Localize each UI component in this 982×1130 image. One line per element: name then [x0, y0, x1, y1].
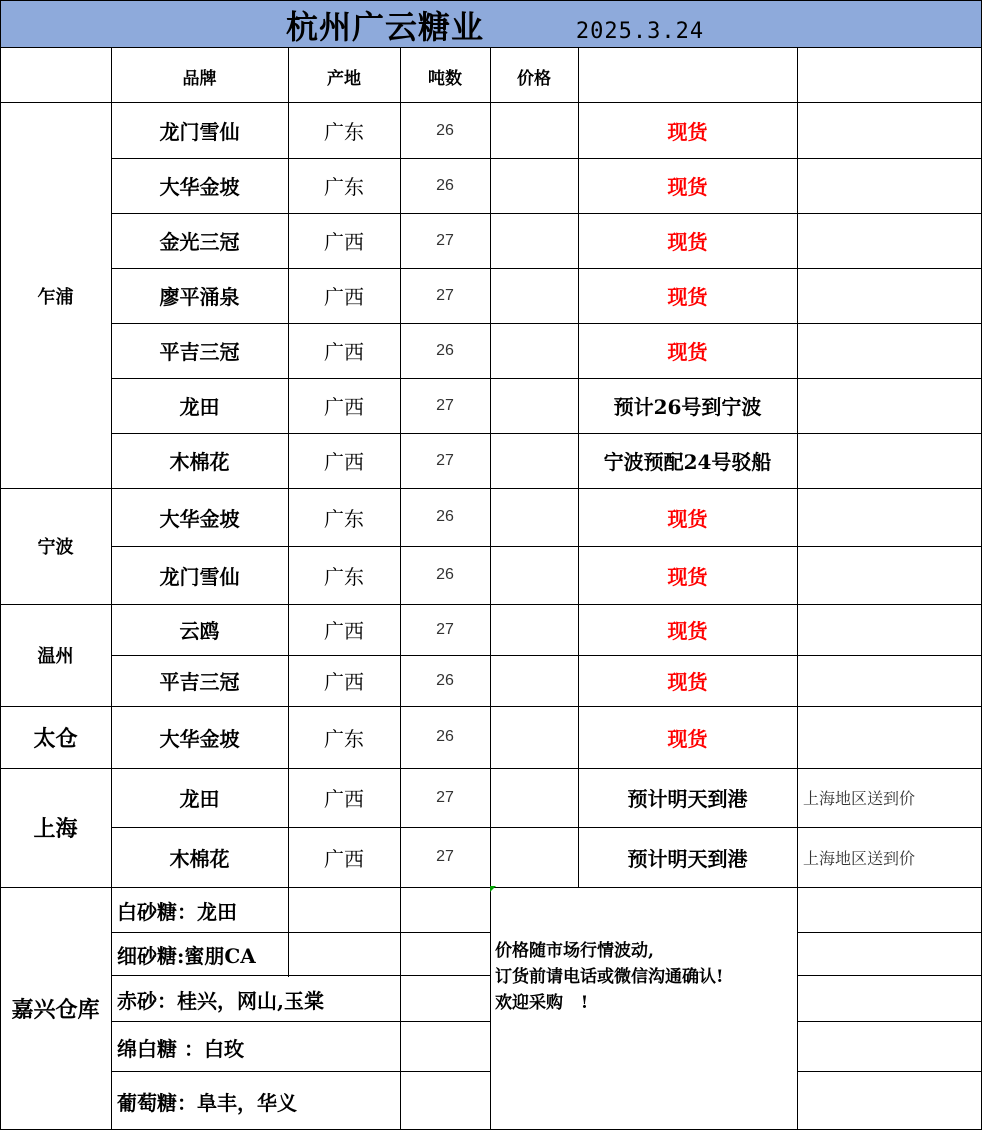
origin-cell: 广西 [324, 230, 364, 254]
status-cell: 宁波预配24号驳船 [603, 450, 772, 474]
status-cell: 现货 [667, 340, 708, 364]
origin-cell: 广西 [324, 619, 364, 643]
header-brand: 品牌 [182, 68, 217, 89]
header-tons: 吨数 [428, 68, 462, 89]
tons-cell: 26 [436, 728, 454, 745]
grid-line [797, 975, 982, 976]
region-label: 宁波 [37, 537, 74, 558]
origin-cell: 广东 [324, 175, 364, 199]
brand-cell: 云鸥 [179, 619, 220, 643]
status-cell: 预计明天到港 [627, 787, 748, 811]
grid-line [797, 1071, 982, 1072]
tons-cell: 27 [436, 231, 454, 249]
tons-cell: 26 [436, 671, 454, 689]
status-cell: 现货 [667, 120, 708, 144]
comment-marker-icon [490, 886, 496, 892]
brand-cell: 木棉花 [169, 846, 230, 871]
grid-line [797, 47, 798, 887]
warehouse-item: 白砂糖：龙田 [117, 900, 237, 924]
origin-cell: 广东 [324, 564, 364, 589]
sheet-title: 杭州广云糖业 [285, 8, 484, 46]
brand-cell: 大华金坡 [159, 506, 240, 531]
tons-cell: 27 [436, 286, 454, 304]
brand-cell: 大华金坡 [159, 726, 240, 751]
price-notice: 价格随市场行情波动, 订货前请电话或微信沟通确认! 欢迎采购 ! [495, 941, 724, 1013]
origin-cell: 广西 [324, 670, 364, 694]
region-label: 温州 [37, 646, 74, 667]
note-cell: 上海地区送到价 [803, 789, 916, 808]
status-cell: 现货 [667, 175, 708, 199]
origin-cell: 广西 [324, 285, 364, 309]
status-cell: 现货 [667, 230, 708, 254]
origin-cell: 广西 [324, 395, 364, 419]
origin-cell: 广西 [324, 846, 364, 871]
header-origin: 产地 [327, 68, 361, 89]
warehouse-label: 嘉兴仓库 [11, 997, 100, 1023]
sheet-date: 2025.3.24 [575, 18, 705, 44]
border-top [0, 0, 982, 1]
brand-cell: 龙门雪仙 [159, 564, 240, 589]
brand-cell: 龙门雪仙 [159, 120, 240, 144]
grid-line [797, 1021, 982, 1022]
brand-cell: 大华金坡 [159, 175, 240, 199]
origin-cell: 广西 [324, 787, 364, 811]
note-cell: 上海地区送到价 [803, 848, 916, 868]
region-label: 乍浦 [37, 286, 74, 308]
brand-cell: 平吉三冠 [159, 340, 240, 364]
tons-cell: 26 [436, 121, 454, 139]
origin-cell: 广东 [324, 120, 364, 144]
brand-cell: 金光三冠 [159, 230, 240, 254]
tons-cell: 26 [436, 566, 454, 583]
origin-cell: 广西 [324, 450, 364, 474]
status-cell: 现货 [667, 285, 708, 309]
tons-cell: 27 [436, 451, 454, 469]
status-cell: 现货 [667, 619, 708, 643]
tons-cell: 26 [436, 508, 454, 525]
grid-line [400, 887, 401, 1130]
origin-cell: 广东 [324, 506, 364, 531]
tons-cell: 26 [436, 176, 454, 194]
origin-cell: 广东 [324, 726, 364, 751]
brand-cell: 木棉花 [169, 450, 230, 474]
status-cell: 现货 [667, 726, 708, 751]
grid-line [797, 932, 982, 933]
status-cell: 预计26号到宁波 [613, 395, 762, 419]
origin-cell: 广西 [324, 340, 364, 364]
region-label: 上海 [33, 816, 78, 842]
warehouse-item: 细砂糖:蜜朋CA [117, 944, 256, 968]
tons-cell: 26 [436, 341, 454, 359]
warehouse-item: 绵白糖 ：白玫 [117, 1036, 244, 1061]
grid-line [490, 887, 491, 1130]
header-price: 价格 [517, 68, 551, 89]
status-cell: 现货 [667, 564, 708, 589]
title-bottom-line [0, 47, 982, 48]
tons-cell: 27 [436, 396, 454, 414]
brand-cell: 龙田 [179, 787, 220, 811]
tons-cell: 27 [436, 848, 454, 865]
region-label: 太仓 [33, 725, 78, 752]
tons-cell: 27 [436, 620, 454, 638]
status-cell: 现货 [667, 670, 708, 694]
warehouse-item: 赤砂：桂兴，网山,玉棠 [117, 988, 324, 1013]
status-cell: 现货 [667, 506, 708, 531]
grid-line [797, 887, 798, 1130]
status-cell: 预计明天到港 [627, 846, 748, 871]
warehouse-item: 葡萄糖：阜丰，华义 [117, 1090, 297, 1115]
brand-cell: 平吉三冠 [159, 670, 240, 694]
brand-cell: 廖平涌泉 [159, 285, 240, 309]
tons-cell: 27 [436, 788, 454, 806]
brand-cell: 龙田 [179, 395, 220, 419]
grid-line [490, 47, 491, 887]
